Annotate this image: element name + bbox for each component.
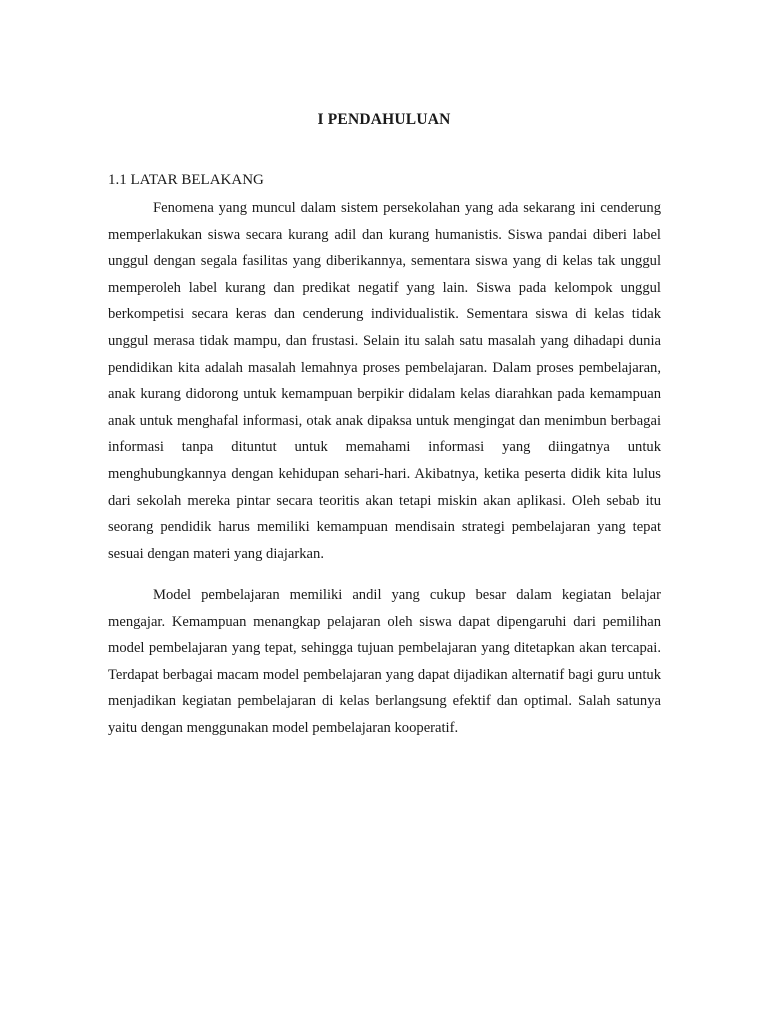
- body-paragraph-1: Fenomena yang muncul dalam sistem persekolahan yang ada sekarang ini cenderung memperlakukan siswa secara kurang adil dan kurang humanistis. Siswa pandai diberi label unggul dengan segala fasilitas yang diberikannya, sementara siswa yang di kelas tak unggul memperoleh label kurang dan predikat negatif yang lain. Siswa pada kelompok unggul berkompetisi secara keras dan cenderung individualistik. Sementara siswa di kelas tidak unggul merasa tidak mampu, dan frustasi. Selain itu salah satu masalah yang dihadapi dunia pendidikan kita adalah masalah lemahnya proses pembelajaran. Dalam proses pembelajaran, anak kurang didorong untuk kemampuan berpikir didalam kelas diarahkan pada kemampuan anak untuk menghafal informasi, otak anak dipaksa untuk mengingat dan menimbun berbagai informasi tanpa dituntut untuk memahami informasi yang diingatnya untuk menghubungkannya dengan kehidupan sehari-hari. Akibatnya, ketika peserta didik kita lulus dari sekolah mereka pintar secara teoritis akan tetapi miskin akan aplikasi. Oleh sebab itu seorang pendidik harus memiliki kemampuan mendisain strategi pembelajaran yang tepat sesuai dengan materi yang diajarkan.: [108, 200, 661, 562]
- chapter-title: I PENDAHULUAN: [317, 111, 451, 128]
- body-paragraph-2: Model pembelajaran memiliki andil yang cukup besar dalam kegiatan belajar mengajar. Kemampuan menangkap pelajaran oleh siswa dapat dipengaruhi dari pemilihan model pembelajaran yang tepat, sehingga tujuan pembelajaran yang ditetapkan akan tercapai. Terdapat berbagai macam model pembelajaran yang dapat dijadikan alternatif bagi guru untuk menjadikan kegiatan pembelajaran di kelas berlangsung efektif dan optimal. Salah satunya yaitu dengan menggunakan model pembelajaran kooperatif.: [108, 587, 661, 736]
- section-heading: 1.1 LATAR BELAKANG: [108, 172, 264, 188]
